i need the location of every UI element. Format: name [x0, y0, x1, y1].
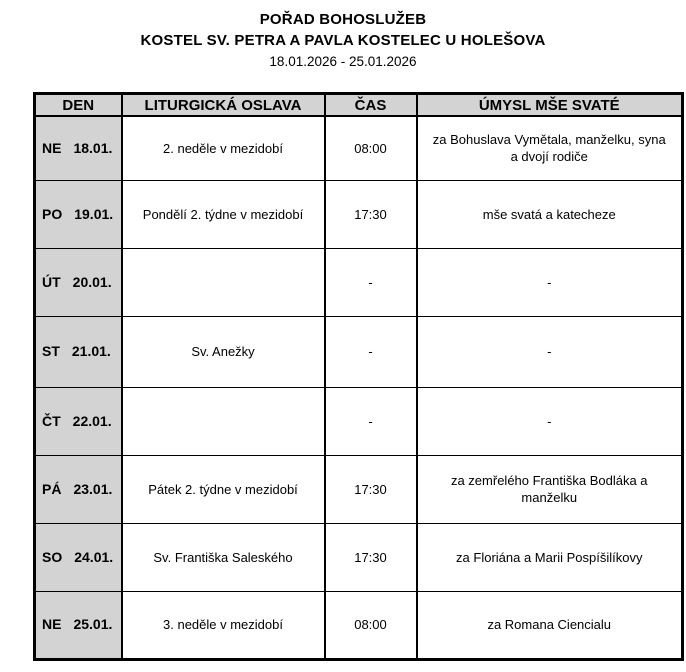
time-cell: 08:00	[325, 591, 417, 659]
intention-cell: za zemřelého Františka Bodláka a manželku	[417, 455, 683, 523]
intention-cell: za Bohuslava Vymětala, manželku, syna a dvojí rodiče	[417, 116, 683, 180]
day-date: 23.01.	[73, 480, 113, 497]
day-abbr: ÚT	[42, 273, 61, 290]
intention-cell: -	[417, 248, 683, 316]
time-cell: 17:30	[325, 523, 417, 591]
schedule-table	[33, 92, 684, 661]
day-cell	[35, 180, 122, 248]
day-date: 24.01.	[74, 548, 114, 565]
intention-cell: -	[417, 387, 683, 455]
time-cell: 08:00	[325, 116, 417, 180]
day-date: 25.01.	[73, 616, 113, 632]
liturgy-cell	[122, 387, 325, 455]
table-header-row	[35, 94, 683, 117]
day-cell	[35, 316, 122, 387]
church-name: KOSTEL SV. PETRA A PAVLA KOSTELEC U HOLEŠOVA	[140, 32, 546, 49]
document-header	[0, 9, 686, 72]
intention-cell: -	[417, 316, 683, 387]
day-cell	[35, 455, 122, 523]
liturgy-cell: Pátek 2. týdne v mezidobí	[122, 455, 325, 523]
day-date: 21.01.	[71, 343, 111, 359]
table-row	[35, 455, 683, 523]
time-cell: -	[325, 316, 417, 387]
day-cell	[35, 248, 122, 316]
column-header-den: DEN	[35, 94, 122, 117]
day-abbr: SO	[42, 548, 63, 565]
liturgy-cell: Sv. Františka Saleského	[122, 523, 325, 591]
day-abbr: NE	[42, 616, 62, 632]
table-row	[35, 387, 683, 455]
time-cell: -	[325, 387, 417, 455]
liturgy-cell: Pondělí 2. týdne v mezidobí	[122, 180, 325, 248]
day-date: 18.01.	[73, 139, 113, 156]
day-abbr: NE	[42, 139, 62, 156]
time-cell: 17:30	[325, 455, 417, 523]
day-abbr: PÁ	[42, 480, 62, 497]
intention-cell: mše svatá a katecheze	[417, 180, 683, 248]
table-row	[35, 316, 683, 387]
table-row	[35, 523, 683, 591]
day-date: 20.01.	[72, 273, 112, 290]
liturgy-cell: 2. neděle v mezidobí	[122, 116, 325, 180]
column-header-cas: ČAS	[325, 94, 417, 117]
intention-cell: za Floriána a Marii Pospíšilíkovy	[417, 523, 683, 591]
day-cell	[35, 387, 122, 455]
time-cell: 17:30	[325, 180, 417, 248]
date-range: 18.01.2026 - 25.01.2026	[269, 54, 417, 69]
liturgy-cell	[122, 248, 325, 316]
intention-cell: za Romana Ciencialu	[417, 591, 683, 659]
table-row	[35, 116, 683, 180]
page-title: POŘAD BOHOSLUŽEB	[259, 11, 427, 28]
time-cell: -	[325, 248, 417, 316]
day-date: 19.01.	[74, 205, 114, 222]
liturgy-cell: Sv. Anežky	[122, 316, 325, 387]
liturgy-cell: 3. neděle v mezidobí	[122, 591, 325, 659]
day-cell	[35, 591, 122, 659]
table-row	[35, 248, 683, 316]
day-abbr: ČT	[42, 412, 61, 429]
day-abbr: ST	[42, 343, 60, 359]
table-row	[35, 180, 683, 248]
day-abbr: PO	[42, 205, 63, 222]
day-cell	[35, 523, 122, 591]
table-row	[35, 591, 683, 659]
column-header-umysl: ÚMYSL MŠE SVATÉ	[417, 94, 683, 117]
day-date: 22.01.	[72, 412, 112, 429]
day-cell	[35, 116, 122, 180]
column-header-oslava: LITURGICKÁ OSLAVA	[122, 94, 325, 117]
